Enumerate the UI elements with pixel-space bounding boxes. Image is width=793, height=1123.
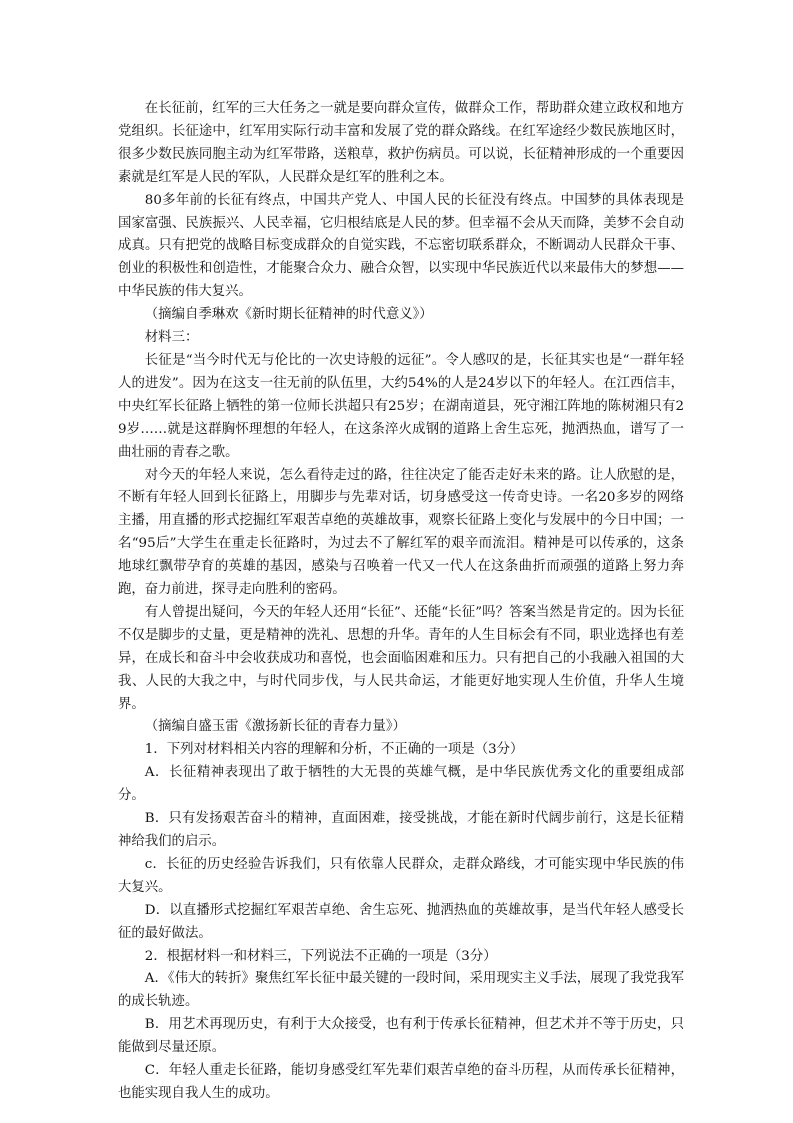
- material3-paragraph-3: 有人曾提出疑问，今天的年轻人还用“长征”、还能“长征”吗？答案当然是肯定的。因为长征不仅是脚步的丈量，更是精神的洗礼、思想的升华。青年的人生目标会有不同，职业选择也有差异，在成长和奋斗中会收获成功和喜悦，也会面临困难和压力。只有把自己的小我融入祖国的大我、人民的大我之中，与时代同步伐，与人民共命运，才能更好地实现人生价值，升华人生境界。: [118, 604, 684, 712]
- question-2-option-a: A．《伟大的转折》聚焦红军长征中最关键的一段时间，采用现实主义手法，展现了我党我军的成长轨迹。: [118, 971, 684, 1010]
- material3-paragraph-2: 对今天的年轻人来说，怎么看待走过的路，往往决定了能否走好未来的路。让人欣慰的是，不断有年轻人回到长征路上，用脚步与先辈对话，切身感受这一传奇史诗。一名20多岁的网络主播，用直播的形式挖掘红军艰苦卓绝的英雄故事，观察长征路上变化与发展中的今日中国；一名“95后”大学生在重走长征路时，为过去不了解红军的艰辛而流泪。精神是可以传承的，这条地球红飘带孕育的英雄的基因，感染与召唤着一代又一代人在这条曲折而顽强的道路上努力奔跑，奋力前进，探寻走向胜利的密码。: [118, 467, 684, 598]
- material3-paragraph-1: 长征是“当今时代无与伦比的一次史诗般的远征”。令人感叹的是，长征其实也是“一群年轻人的进发”。因为在这支一往无前的队伍里，大约54%的人是24岁以下的年轻人。在江西信丰，中央红军长征路上牺牲的第一位师长洪超只有25岁；在湖南道县，死守湘江阵地的陈树湘只有29岁……就是这群胸怀理想的年轻人，在这条淬火成钢的道路上舍生忘死，抛洒热血，谱写了一曲壮丽的青春之歌。: [118, 352, 684, 460]
- question-1-option-c: c．长征的历史经验告诉我们，只有依靠人民群众，走群众路线，才可能实现中华民族的伟大复兴。: [118, 856, 684, 895]
- question-2-stem: 2．根据材料一和材料三，下列说法不正确的一项是（3分）: [144, 948, 497, 964]
- exam-page: [118, 98, 684, 1106]
- question-1-option-b: B．只有发扬艰苦奋斗的精神，直面困难，接受挑战，才能在新时代阔步前行，这是长征精神给我们的启示。: [118, 811, 684, 849]
- question-1-stem: 1．下列对材料相关内容的理解和分析，不正确的一项是（3分）: [144, 742, 524, 758]
- material3-source: （摘编自盛玉雷《激扬新长征的青春力量》）: [144, 719, 406, 735]
- question-2-option-c: C．年轻人重走长征路，能切身感受红军先辈们艰苦卓绝的奋斗历程，从而传承长征精神，也能实现自我人生的成功。: [118, 1063, 684, 1101]
- question-1-option-d: D．以直播形式挖掘红军艰苦卓绝、舍生忘死、抛洒热血的英雄故事，是当代年轻人感受长征的最好做法。: [118, 902, 684, 941]
- material3-heading: 材料三：: [144, 330, 199, 346]
- material2-paragraph-1: 在长征前，红军的三大任务之一就是要向群众宣传，做群众工作，帮助群众建立政权和地方党组织。长征途中，红军用实际行动丰富和发展了党的群众路线。在红军途经少数民族地区时，很多少数民族同胞主动为红军带路，送粮草，救护伤病员。可以说，长征精神形成的一个重要因素就是红军是人民的军队，人民群众是红军的胜利之本。: [118, 101, 684, 185]
- material2-paragraph-2: 80多年前的长征有终点，中国共产党人、中国人民的长征没有终点。中国梦的具体表现是国家富强、民族振兴、人民幸福，它归根结底是人民的梦。但幸福不会从天而降，美梦不会自动成真。只有把党的战略目标变成群众的自觉实践，不忘密切联系群众，不断调动人民群众干事、创业的积极性和创造性，才能聚合众力、融合众智，以实现中华民族近代以来最伟大的梦想——中华民族的伟大复兴。: [118, 192, 684, 300]
- material2-source: （摘编自季琳欢《新时期长征精神的时代意义》）: [144, 307, 433, 323]
- question-1-option-a: A．长征精神表现出了敢于牺牲的大无畏的英雄气概，是中华民族优秀文化的重要组成部分。: [118, 765, 684, 804]
- question-2-option-b: B．用艺术再现历史，有利于大众接受，也有利于传承长征精神，但艺术并不等于历史，只能做到尽量还原。: [118, 1017, 684, 1056]
